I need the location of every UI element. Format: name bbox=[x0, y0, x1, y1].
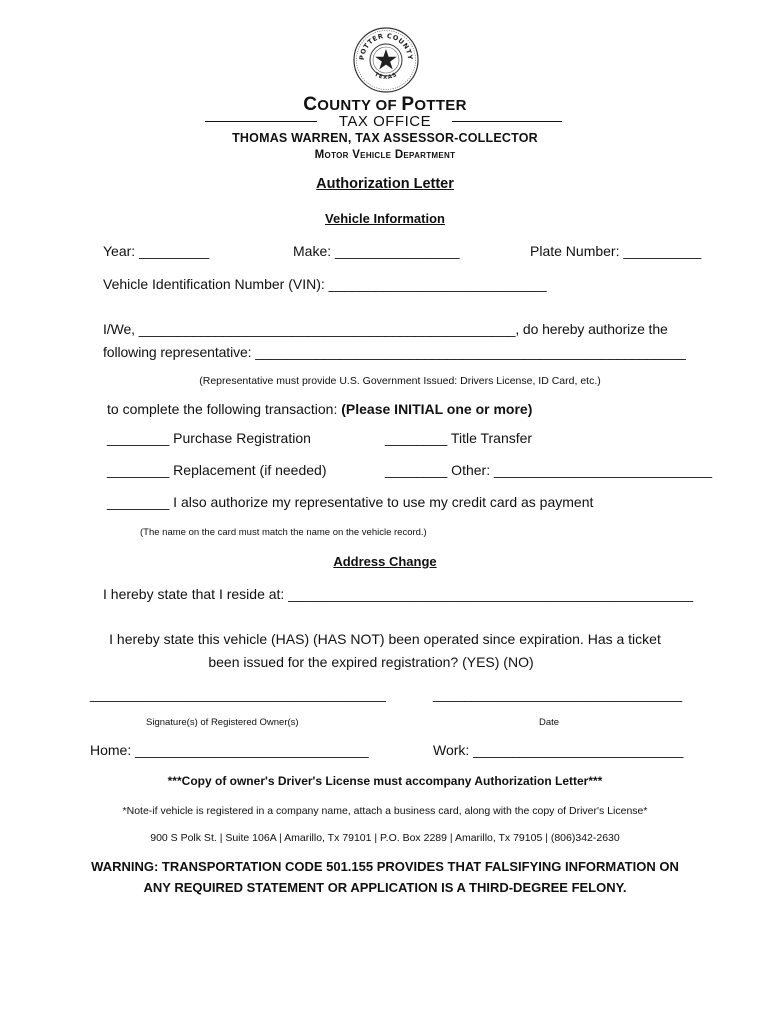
tax-office-heading: TAX OFFICE bbox=[338, 113, 432, 130]
residence-address-field[interactable]: I hereby state that I reside at: ____________________________________________________ bbox=[103, 586, 694, 602]
date-line[interactable]: ________________________________ bbox=[433, 686, 683, 702]
plate-number-field[interactable]: Plate Number: __________ bbox=[530, 243, 702, 259]
make-field[interactable]: Make: ________________ bbox=[293, 243, 460, 259]
seal-bottom-text: TEXAS bbox=[373, 71, 399, 81]
license-requirement-note: ***Copy of owner's Driver's License must accompany Authorization Letter*** bbox=[167, 774, 603, 788]
warning-line-2: ANY REQUIRED STATEMENT OR APPLICATION IS A THIRD-DEGREE FELONY. bbox=[143, 880, 627, 895]
transaction-instruction: to complete the following transaction: (Please INITIAL one or more) bbox=[107, 401, 533, 417]
letter-title: Authorization Letter bbox=[316, 176, 454, 192]
signature-label: Signature(s) of Registered Owner(s) bbox=[146, 717, 299, 728]
warning-line-1: WARNING: TRANSPORTATION CODE 501.155 PROVIDES THAT FALSIFYING INFORMATION ON bbox=[91, 859, 679, 874]
address-change-heading: Address Change bbox=[333, 554, 437, 569]
operation-statement-line1: I hereby state this vehicle (HAS) (HAS NOT) been operated since expiration. Has a ticket bbox=[109, 631, 661, 647]
county-heading: COUNTY OF POTTER bbox=[303, 94, 467, 115]
company-registration-note: *Note-if vehicle is registered in a company name, attach a business card, along with the copy of Driver's License* bbox=[122, 805, 648, 817]
home-phone-field[interactable]: Home: ______________________________ bbox=[90, 742, 369, 758]
credit-card-authorization-option[interactable]: ________ I also authorize my representative to use my credit card as payment bbox=[107, 494, 594, 510]
department-name: Motor Vehicle Department bbox=[314, 149, 456, 161]
office-address: 900 S Polk St. | Suite 106A | Amarillo, Tx 79101 | P.O. Box 2289 | Amarillo, Tx 79105 | (806)342-2630 bbox=[150, 832, 620, 844]
vin-field[interactable]: Vehicle Identification Number (VIN): ____________________________ bbox=[103, 276, 547, 292]
operation-statement-line2: been issued for the expired registration? (YES) (NO) bbox=[208, 654, 534, 670]
signature-line[interactable]: ______________________________________ bbox=[90, 686, 386, 702]
county-seal-logo bbox=[352, 26, 420, 94]
owner-name-field[interactable]: I/We, _________________________________________________, do hereby authorize the bbox=[103, 321, 668, 337]
replacement-option[interactable]: ________ Replacement (if needed) bbox=[107, 462, 327, 478]
assessor-name: THOMAS WARREN, TAX ASSESSOR-COLLECTOR bbox=[232, 131, 538, 145]
seal-top-text: POTTER COUNTY bbox=[357, 31, 415, 61]
representative-field[interactable]: following representative: ________________________________________________________ bbox=[103, 344, 686, 360]
year-field[interactable]: Year: _________ bbox=[103, 243, 210, 259]
other-option[interactable]: ________ Other: ____________________________ bbox=[385, 462, 712, 478]
vehicle-info-heading: Vehicle Information bbox=[325, 211, 445, 226]
purchase-registration-option[interactable]: ________ Purchase Registration bbox=[107, 430, 311, 446]
title-transfer-option[interactable]: ________ Title Transfer bbox=[385, 430, 533, 446]
card-name-note: (The name on the card must match the name on the vehicle record.) bbox=[140, 527, 427, 538]
id-requirement-note: (Representative must provide U.S. Government Issued: Drivers License, ID Card, etc.) bbox=[199, 375, 601, 387]
date-label: Date bbox=[539, 717, 560, 728]
work-phone-field[interactable]: Work: ___________________________ bbox=[433, 742, 684, 758]
